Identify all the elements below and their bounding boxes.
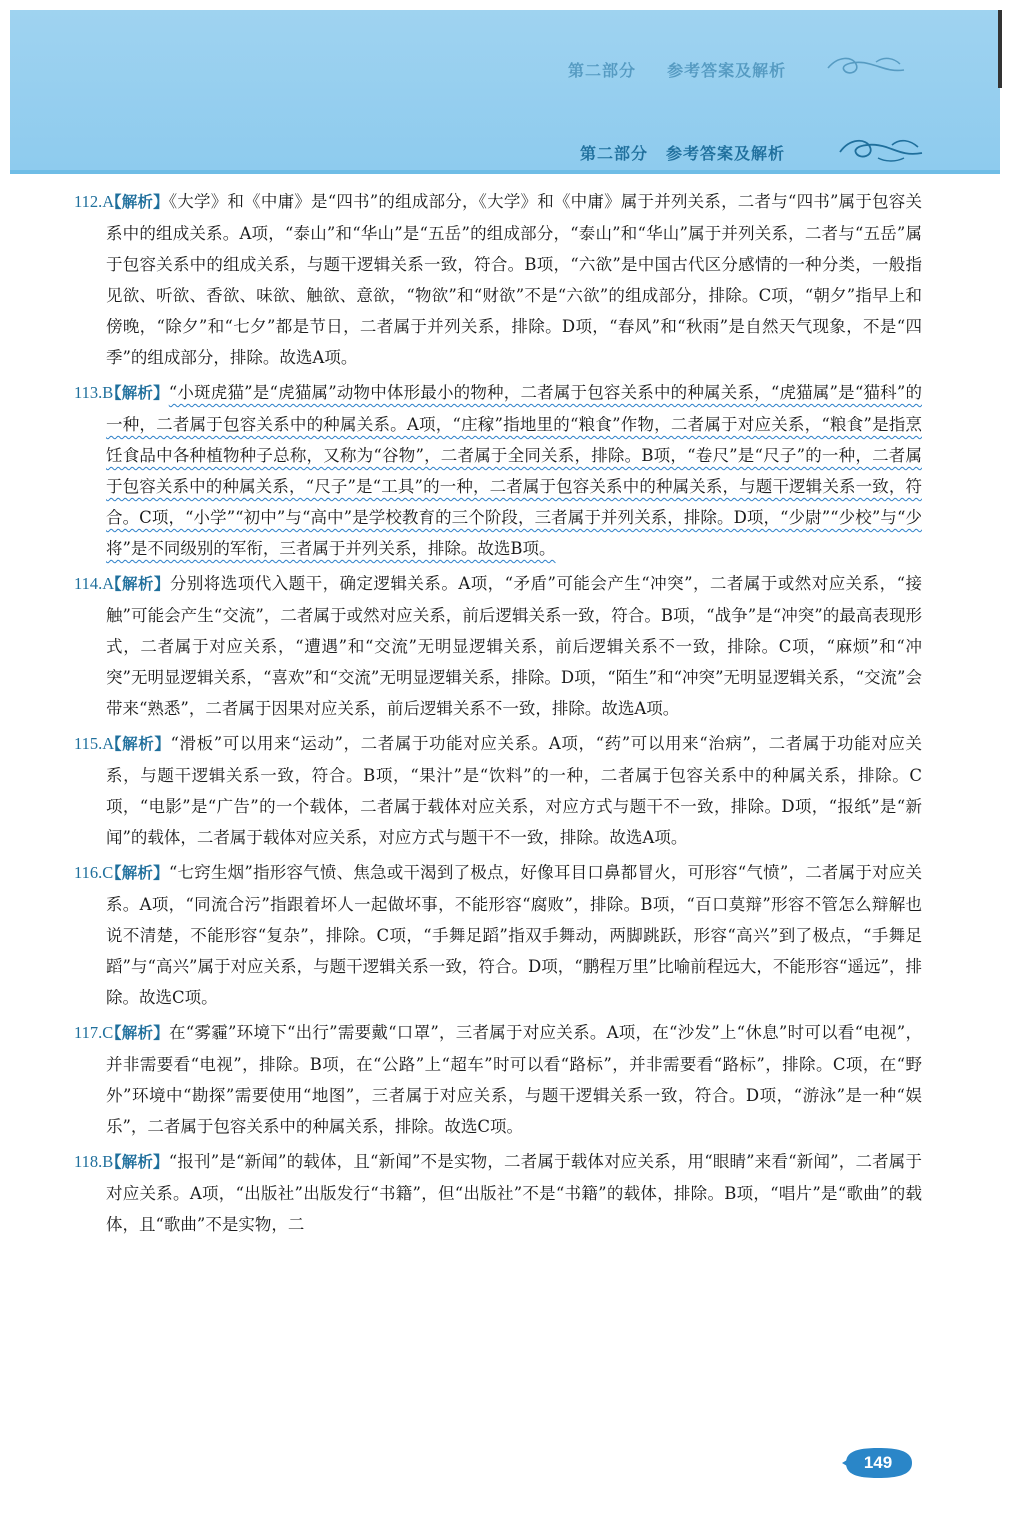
analysis-tag: 【解析】 — [106, 1153, 169, 1171]
answer-number: 115.A — [74, 734, 115, 753]
answer-item — [76, 728, 922, 853]
analysis-tag: 【解析】 — [106, 575, 170, 593]
answer-item — [76, 186, 922, 373]
scroll-ornament-icon — [838, 134, 924, 166]
answer-text-underlined: “小斑虎猫”是“虎猫属”动物中体形最小的物种，二者属于包容关系中的种属关系，“虎猫属”是“猫科”的一种，二者属于包容关系中的种属关系。A项，“庄稼”指地里的“粮食”作物，二者属于对应关系，“粮食”是指烹饪食品中各种植物种子总称，又称为“谷物”，二者属于全同关系，排除。B项，“卷尺”是“尺子”的一种，二者属于包容关系中的种属关系，“尺子”是“工具”的一种，二者属于包容关系中的种属关系，与题干逻辑关系一致，符合。C项，“小学”“初中”与“高中”是学校教育的三个阶段，三者属于并列关系，排除。D项，“少尉”“少校”与“少将”是不同级别的军衔，三者属于并列关系，排除。故选B项。 — [106, 383, 922, 558]
answer-item — [76, 1146, 922, 1240]
answer-text: “报刊”是“新闻”的载体，且“新闻”不是实物，二者属于载体对应关系，用“眼睛”来看“新闻”，二者属于对应关系。A项，“出版社”出版发行“书籍”，但“出版社”不是“书籍”的载体，排除。B项，“唱片”是“歌曲”的载体，且“歌曲”不是实物，二 — [106, 1152, 922, 1234]
header-section-title: 参考答案及解析 — [666, 144, 786, 163]
page-number: 149 — [863, 1453, 893, 1472]
analysis-tag: 【解析】 — [106, 193, 169, 211]
analysis-tag: 【解析】 — [106, 864, 169, 882]
header-ghost-text — [568, 58, 786, 81]
answer-item — [76, 377, 922, 564]
answer-text: “七窍生烟”指形容气愤、焦急或干渴到了极点，好像耳目口鼻都冒火，可形容“气愤”，二者属于对应关系。A项，“同流合污”指跟着坏人一起做坏事，不能形容“腐败”，排除。B项，“百口莫辩”形容不管怎么辩解也说不清楚，不能形容“复杂”，排除。C项，“手舞足蹈”指双手舞动，两脚跳跃，形容“高兴”到了极点，“手舞足蹈”与“高兴”属于对应关系，与题干逻辑关系一致，符合。D项，“鹏程万里”比喻前程远大，不能形容“遥远”，排除。故选C项。 — [106, 863, 922, 1007]
header-section-label: 第二部分 — [580, 144, 649, 163]
ghost-scroll-ornament-icon — [826, 52, 906, 82]
analysis-tag: 【解析】 — [106, 384, 169, 402]
answer-text: 在“雾霾”环境下“出行”需要戴“口罩”，三者属于对应关系。A项，在“沙发”上“休息”时可以看“电视”，并非需要看“电视”，排除。B项，在“公路”上“超车”时可以看“路标”，并非需要看“路标”，排除。C项，在“野外”环境中“勘探”需要使用“地图”，三者属于对应关系，与题干逻辑关系一致，符合。D项，“游泳”是一种“娱乐”，二者属于包容关系中的种属关系，排除。故选C项。 — [106, 1023, 922, 1136]
answer-number: 112.A — [74, 192, 115, 211]
answer-text: 分别将选项代入题干，确定逻辑关系。A项，“矛盾”可能会产生“冲突”，二者属于或然对应关系，“接触”可能会产生“交流”，二者属于或然对应关系，前后逻辑关系一致，符合。B项，“战争”是“冲突”的最高表现形式，二者属于对应关系，“遭遇”和“交流”无明显逻辑关系，前后逻辑关系不一致，排除。C项，“麻烦”和“冲突”无明显逻辑关系，“喜欢”和“交流”无明显逻辑关系，排除。D项，“陌生”和“冲突”无明显逻辑关系，“交流”会带来“熟悉”，二者属于因果对应关系，前后逻辑关系不一致，排除。故选A项。 — [106, 574, 922, 718]
header-ghost-title: 参考答案及解析 — [667, 61, 787, 80]
answer-number: 113.B — [74, 383, 114, 402]
analysis-tag: 【解析】 — [106, 1024, 170, 1042]
page-edge-divider — [998, 10, 1002, 88]
answer-number: 116.C — [74, 863, 114, 882]
answer-item — [76, 1017, 922, 1142]
answer-number: 118.B — [74, 1152, 114, 1171]
answer-item — [76, 857, 922, 1013]
header-title — [580, 141, 785, 164]
answer-text: “滑板”可以用来“运动”，二者属于功能对应关系。A项，“药”可以用来“治病”，二者属于功能对应关系，与题干逻辑关系一致，符合。B项，“果汁”是“饮料”的一种，二者属于包容关系中的种属关系，排除。C项，“电影”是“广告”的一个载体，二者属于载体对应关系，对应方式与题干不一致，排除。D项，“报纸”是“新闻”的载体，二者属于载体对应关系，对应方式与题干不一致，排除。故选A项。 — [106, 734, 922, 847]
answer-number: 114.A — [74, 574, 115, 593]
header-ghost-label: 第二部分 — [568, 61, 637, 80]
answer-text: 《大学》和《中庸》是“四书”的组成部分，《大学》和《中庸》属于并列关系，二者与“四书”属于包容关系中的组成关系。A项，“泰山”和“华山”是“五岳”的组成部分，“泰山”和“华山”属于并列关系，二者与“五岳”属于包容关系中的组成关系，与题干逻辑关系一致，符合。B项，“六欲”是中国古代区分感情的一种分类，一般指见欲、听欲、香欲、味欲、触欲、意欲，“物欲”和“财欲”不是“六欲”的组成部分，排除。C项，“朝夕”指早上和傍晚，“除夕”和“七夕”都是节日，二者属于并列关系，排除。D项，“春风”和“秋雨”是自然天气现象，不是“四季”的组成部分，排除。故选A项。 — [106, 192, 922, 367]
answer-number: 117.C — [74, 1023, 114, 1042]
answer-item — [76, 568, 922, 724]
answer-list — [76, 186, 922, 1244]
analysis-tag: 【解析】 — [106, 735, 171, 753]
